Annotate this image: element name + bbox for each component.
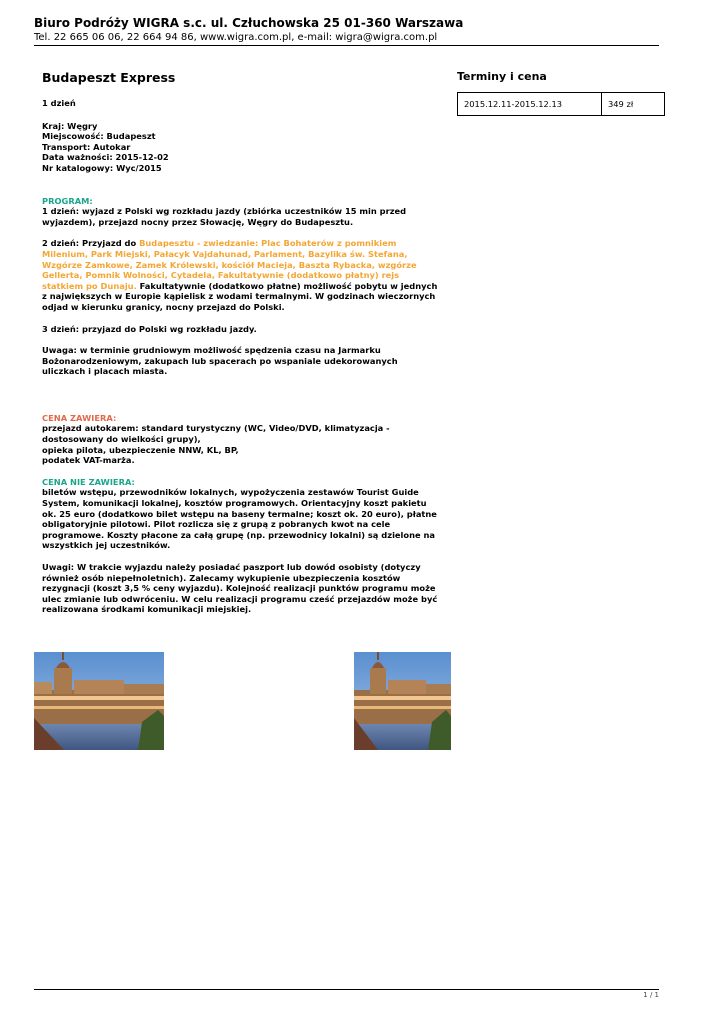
terms-panel: [457, 70, 667, 116]
program-day-3: 3 dzień: przyjazd do Polski wg rozkładu jazdy.: [42, 323, 257, 334]
term-price: 349 zł: [602, 93, 665, 116]
page-header: [34, 15, 694, 45]
header-divider: [34, 45, 659, 46]
program-label: PROGRAM:: [42, 195, 93, 206]
includes-line: podatek VAT-marża.: [42, 455, 135, 466]
trip-meta: [42, 121, 440, 174]
program-note: Uwaga: w terminie grudniowym możliwość spędzenia czasu na Jarmarku Bożonarodzeniowym, zakupach lub spacerach po wspaniale udekorowanych uliczkach i placach miasta.: [42, 345, 398, 377]
table-row: [458, 93, 665, 116]
meta-country: Kraj: Węgry: [42, 120, 98, 131]
day-2-sightseeing: Budapesztu - zwiedzanie: Plac Bohaterów z pomnikiem Milenium, Park Miejski, Pałacyk Vajdahunad, Parlament, Bazylika św. Stefana, Wzgórze Zamkowe, Zamek Królewski, kościół Macieja, Baszta Rybacka, wzgórze Gellerta, Pomnik Wolności, Cytadela, Fakultatywnie (dodatkowo płatny) rejs statkiem po Dunaju.: [42, 238, 417, 291]
footer-divider: [34, 989, 659, 990]
term-dates: 2015.12.11-2015.12.13: [458, 93, 602, 116]
page-number: 1 / 1: [643, 991, 659, 999]
trip-title: Budapeszt Express: [42, 70, 176, 85]
budapest-parliament-photo: [354, 652, 451, 750]
program-day-1: 1 dzień: wyjazd z Polski wg rozkładu jazdy (zbiórka uczestników 15 min przed wyjazdem), przejazd nocny przez Słowację, Węgry do Budapesztu.: [42, 206, 407, 227]
day-2-rest: Fakultatywnie (dodatkowo płatne) możliwość pobytu w jednych z największych w Europie kąpielisk z wodami termalnymi. W godzinach wieczornych odjad w kierunku granicy, nocny przejazd do Polski.: [42, 280, 438, 312]
includes-label: CENA ZAWIERA:: [42, 412, 117, 423]
excludes-label: CENA NIE ZAWIERA:: [42, 476, 135, 487]
includes-line: opieka pilota, ubezpieczenie NNW, KL, BP,: [42, 444, 239, 455]
meta-catalog-number: Nr katalogowy: Wyc/2015: [42, 162, 162, 173]
company-contact: Tel. 22 665 06 06, 22 664 94 86, www.wigra.com.pl, e-mail: wigra@wigra.com.pl: [34, 32, 438, 43]
day-2-prefix: 2 dzień: Przyjazd do: [42, 238, 140, 249]
company-name: Biuro Podróży WIGRA s.c. ul. Człuchowska 25 01-360 Warszawa: [34, 16, 464, 30]
includes-line: przejazd autokarem: standard turystyczny (WC, Video/DVD, klimatyzacja - dostosowany do wielkości grupy),: [42, 423, 390, 445]
excludes-text: biletów wstępu, przewodników lokalnych, wypożyczenia zestawów Tourist Guide System, komunikacji lokalnej, kosztów programowych. Orientacyjny koszt pakietu ok. 25 euro (dodatkowo bilet wstępu na baseny termalne; koszt ok. 20 euro), płatne obligatoryjnie pilotowi. Pilot rozlicza się z grupą z pobranych kwot na cele programowe. Koszty płacone za całą grupę (np. przewodnicy lokalni) są dzielone na wszystkich jej uczestników.: [42, 487, 437, 551]
meta-validity: Data ważności: 2015-12-02: [42, 152, 169, 163]
meta-city: Miejscowość: Budapeszt: [42, 131, 156, 142]
meta-transport: Transport: Autokar: [42, 141, 131, 152]
terms-title: Terminy i cena: [457, 70, 547, 83]
trip-description: [42, 70, 440, 615]
terms-table: [457, 92, 665, 116]
trip-duration: 1 dzień: [42, 98, 76, 108]
program-day-2: [42, 238, 440, 312]
budapest-parliament-photo: [34, 652, 164, 750]
remarks-text: Uwagi: W trakcie wyjazdu należy posiadać paszport lub dowód osobisty (dotyczy również osób niepełnoletnich). Zalecamy wykupienie ubezpieczenia kosztów rezygnacji (koszt 3,5 % ceny wyjazdu). Kolejność realizacji punktów programu może ulec zmianie lub odwróceniu. W celu realizacji programu cześć przejazdów może być realizowana środkami komunikacji miejskiej.: [42, 562, 438, 615]
